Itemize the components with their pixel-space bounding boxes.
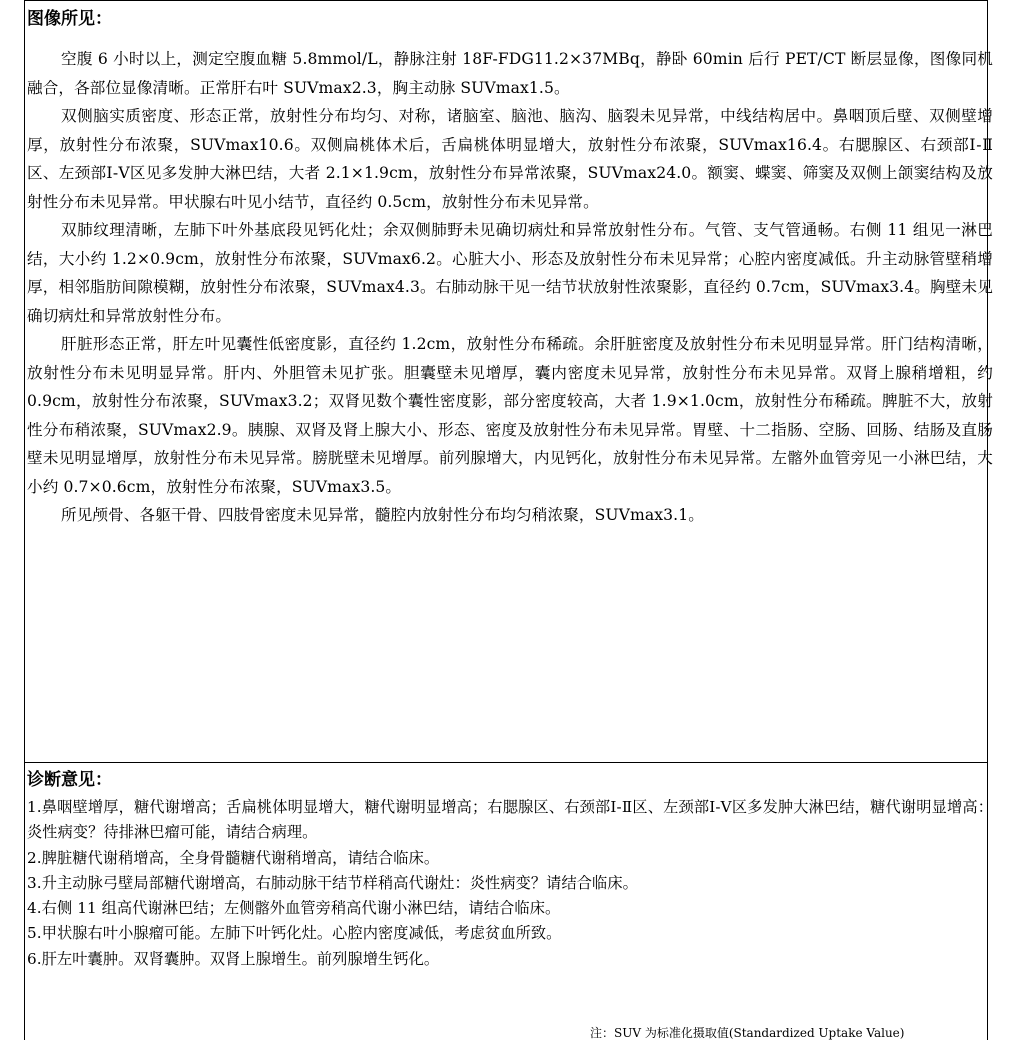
findings-paragraph: 空腹 6 小时以上，测定空腹血糖 5.8mmol/L，静脉注射 18F-FDG11.2×37MBq，静卧 60min 后行 PET/CT 断层显像，图像同机融合，各部位显像清晰。正常肝右叶 SUVmax2.3，胸主动脉 SUVmax1.5。 (27, 50, 993, 97)
diagnosis-item: 4.右侧 11 组高代谢淋巴结；左侧髂外血管旁稍高代谢小淋巴结，请结合临床。 (27, 899, 561, 918)
findings-title: 图像所见： (27, 9, 112, 29)
findings-paragraph: 肝脏形态正常，肝左叶见囊性低密度影，直径约 1.2cm，放射性分布稀疏。余肝脏密度及放射性分布未见明显异常。肝门结构清晰，放射性分布未见明显异常。肝内、外胆管未见扩张。胆囊壁未见增厚，囊内密度未见异常，放射性分布未见异常。双肾上腺稍增粗，约 0.9cm，放射性分布浓聚，SUVmax3.2；双肾见数个囊性密度影，部分密度较高，大者 1.9×1.0cm，放射性分布稀疏。脾脏不大，放射性分布稍浓聚，SUVmax2.9。胰腺、双肾及肾上腺大小、形态、密度及放射性分布未见异常。胃壁、十二指肠、空肠、回肠、结肠及直肠壁未见明显增厚，放射性分布未见异常。膀胱壁未见增厚。前列腺增大，内见钙化，放射性分布未见异常。左髂外血管旁见一小淋巴结，大小约 0.7×0.6cm，放射性分布浓聚，SUVmax3.5。 (27, 335, 993, 496)
findings-section (27, 45, 993, 530)
diagnosis-title: 诊断意见： (27, 770, 112, 790)
diagnosis-section (27, 795, 993, 972)
section-divider (24, 762, 988, 763)
diagnosis-item: 3.升主动脉弓壁局部糖代谢增高，右肺动脉干结节样稍高代谢灶：炎性病变？请结合临床。 (27, 873, 638, 892)
diagnosis-item: 2.脾脏糖代谢稍增高，全身骨髓糖代谢稍增高，请结合临床。 (27, 848, 440, 867)
findings-paragraph: 双侧脑实质密度、形态正常，放射性分布均匀、对称，诸脑室、脑池、脑沟、脑裂未见异常，中线结构居中。鼻咽顶后壁、双侧壁增厚，放射性分布浓聚，SUVmax10.6。双侧扁桃体术后，舌扁桃体明显增大，放射性分布浓聚，SUVmax16.4。右腮腺区、右颈部Ⅰ-Ⅱ区、左颈部Ⅰ-Ⅴ区见多发肿大淋巴结，大者 2.1×1.9cm，放射性分布异常浓聚，SUVmax24.0。额窦、蝶窦、筛窦及双侧上颌窦结构及放射性分布未见异常。甲状腺右叶见小结节，直径约 0.5cm，放射性分布未见异常。 (27, 107, 994, 211)
top-divider (24, 0, 988, 1)
diagnosis-item: 6.肝左叶囊肿。双肾囊肿。双肾上腺增生。前列腺增生钙化。 (27, 949, 440, 968)
findings-paragraph: 双肺纹理清晰，左肺下叶外基底段见钙化灶；余双侧肺野未见确切病灶和异常放射性分布。气管、支气管通畅。右侧 11 组见一淋巴结，大小约 1.2×0.9cm，放射性分布浓聚，SUVmax6.2。心脏大小、形态及放射性分布未见异常；心腔内密度减低。升主动脉管壁稍增厚，相邻脂肪间隙模糊，放射性分布浓聚，SUVmax4.3。右肺动脉干见一结节状放射性浓聚影，直径约 0.7cm，SUVmax3.4。胸壁未见确切病灶和异常放射性分布。 (27, 221, 993, 325)
diagnosis-item: 1.鼻咽壁增厚，糖代谢增高；舌扁桃体明显增大，糖代谢明显增高；右腮腺区、右颈部Ⅰ-Ⅱ区、左颈部Ⅰ-Ⅴ区多发肿大淋巴结，糖代谢明显增高：炎性病变？待排淋巴瘤可能，请结合病理。 (27, 798, 993, 842)
findings-paragraph: 所见颅骨、各躯干骨、四肢骨密度未见异常，髓腔内放射性分布均匀稍浓聚，SUVmax3.1。 (61, 506, 704, 524)
footnote: 注：SUV 为标准化摄取值(Standardized Uptake Value) (590, 1026, 905, 1040)
diagnosis-item: 5.甲状腺右叶小腺瘤可能。左肺下叶钙化灶。心腔内密度减低，考虑贫血所致。 (27, 924, 562, 943)
